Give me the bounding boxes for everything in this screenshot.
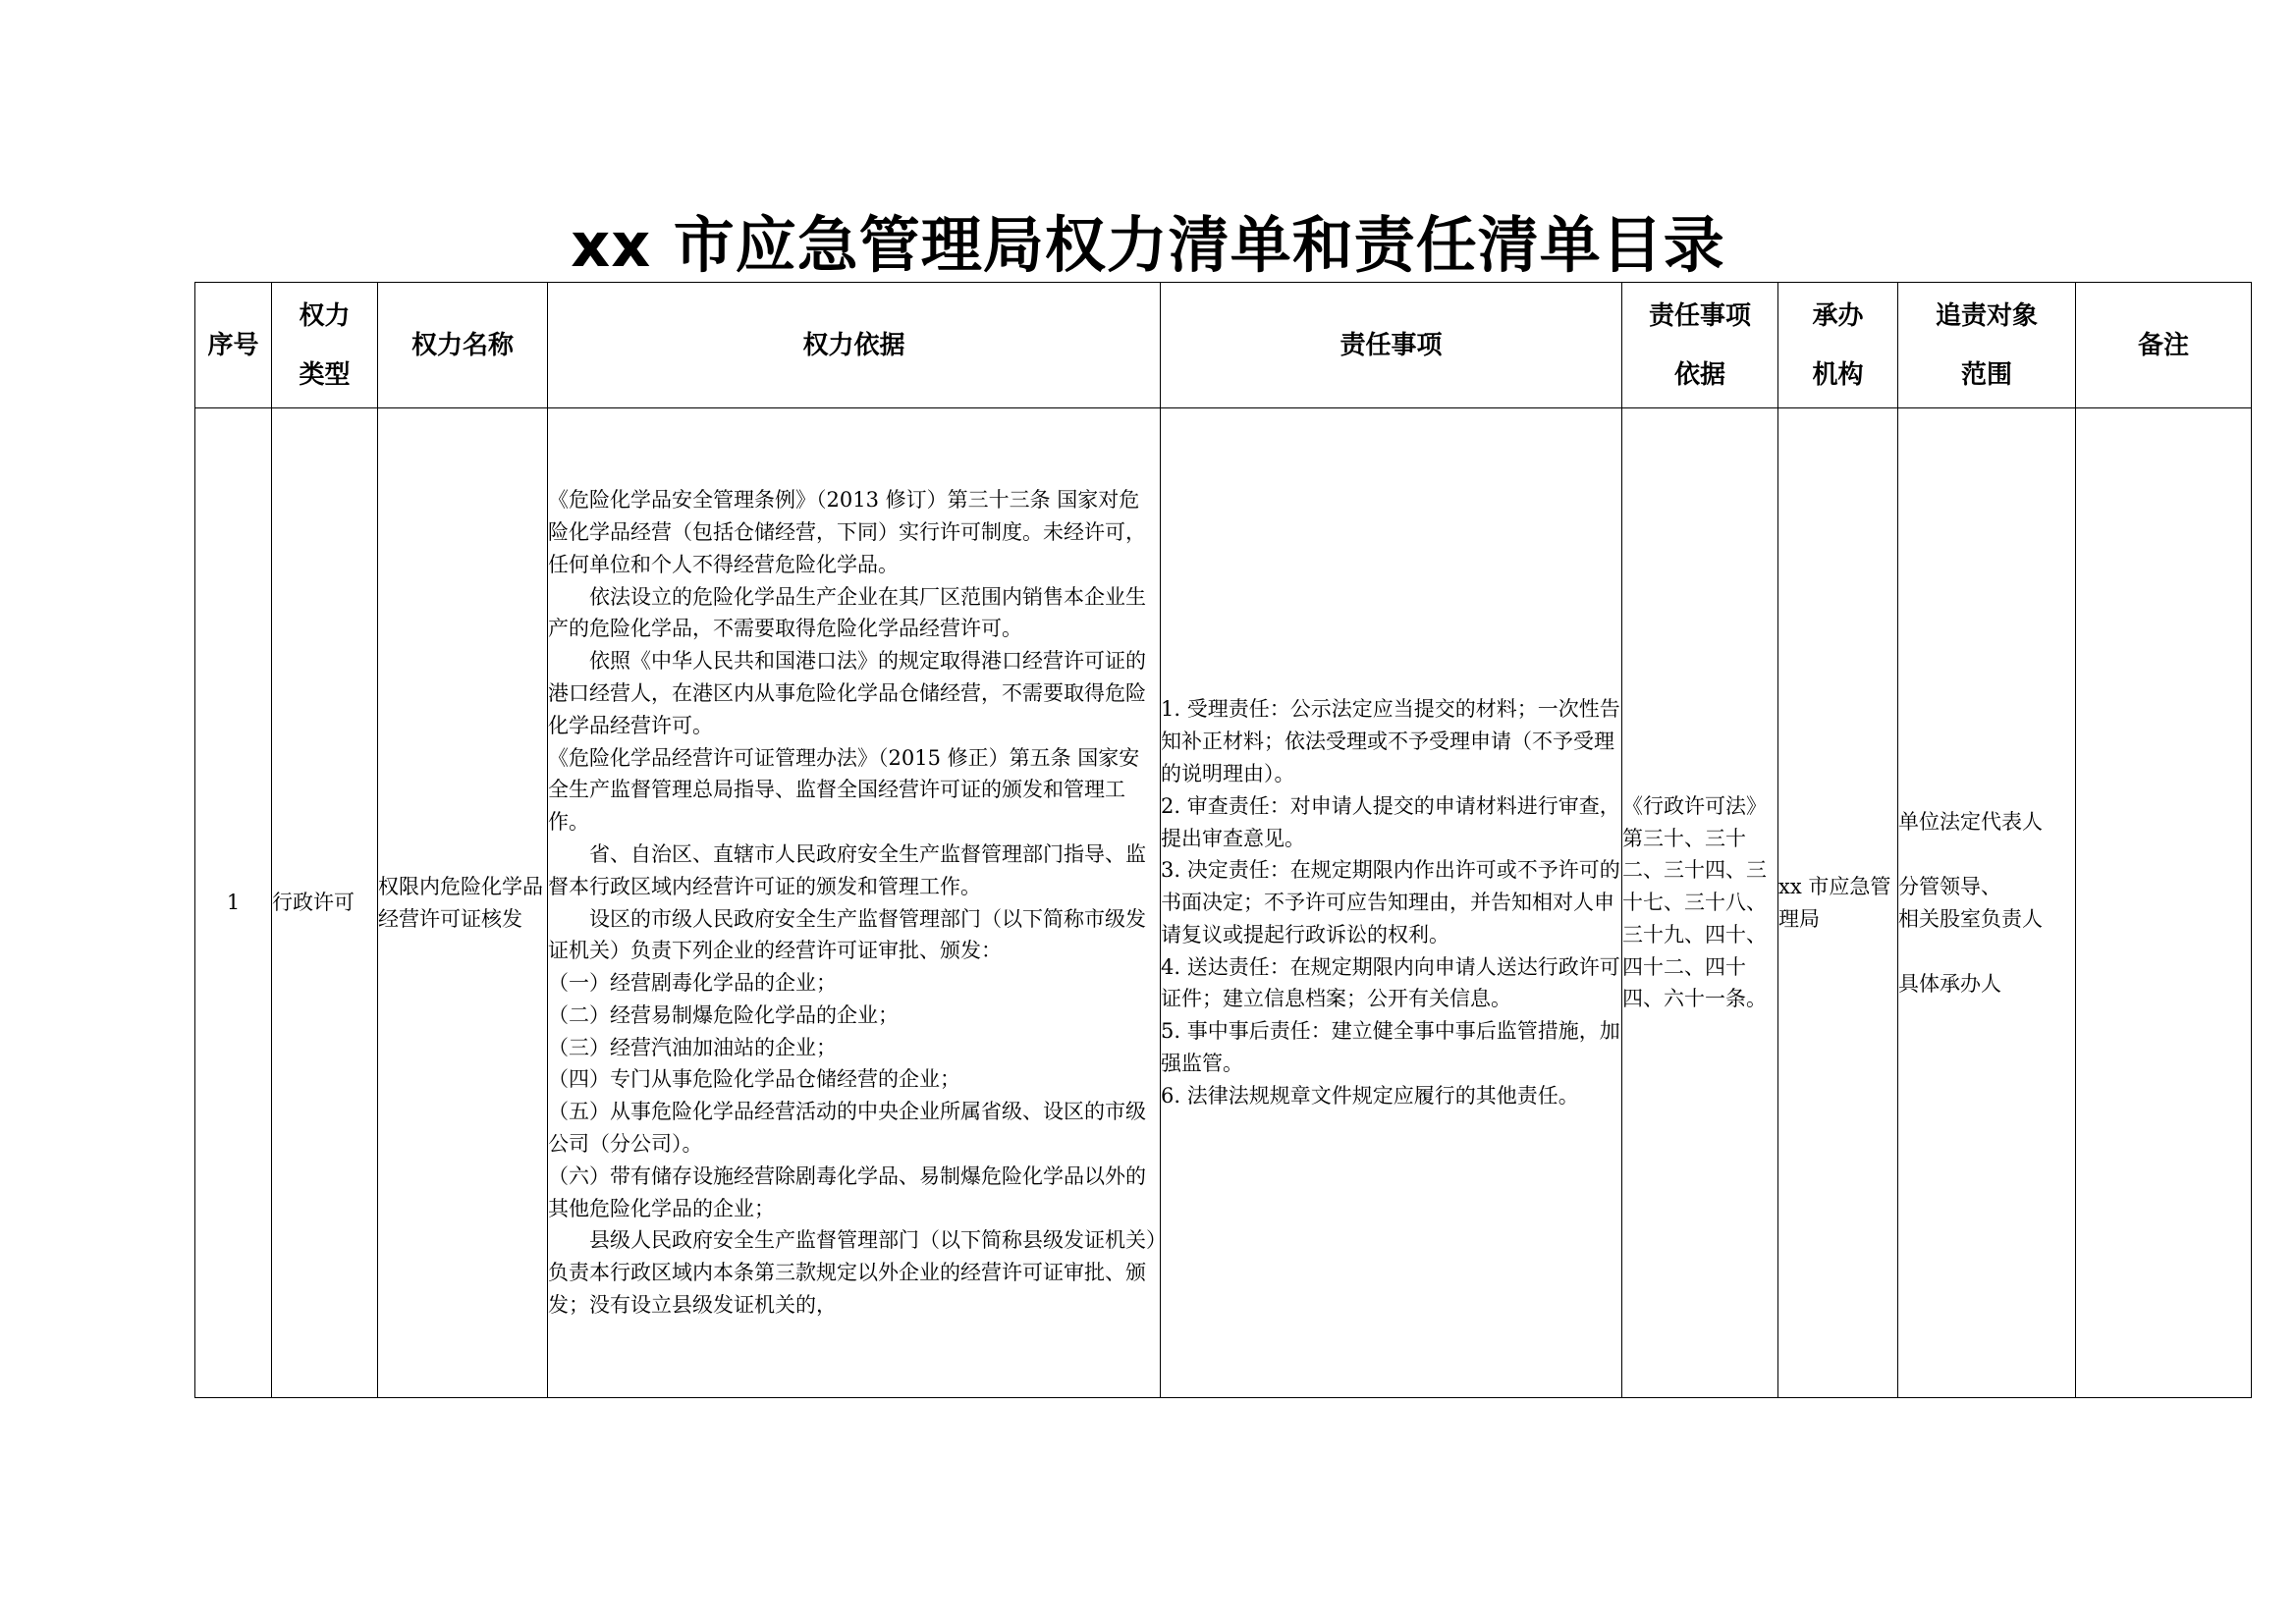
- cell-remarks: [2076, 408, 2252, 1398]
- cell-responsibility: [1161, 408, 1622, 1398]
- cell-target: [1898, 408, 2076, 1398]
- header-org-line2: 机构: [1812, 359, 1864, 390]
- header-target-line1: 追责对象: [1935, 300, 2038, 331]
- cell-resp-basis: 《行政许可法》第三十、三十二、三十四、三十七、三十八、三十九、四十、四十二、四十四、六十一条。: [1622, 408, 1778, 1398]
- document-title: xx 市应急管理局权力清单和责任清单目录: [571, 209, 1725, 281]
- basis-paragraph: （六）带有储存设施经营除剧毒化学品、易制爆危险化学品以外的其他危险化学品的企业；: [548, 1163, 1146, 1220]
- header-org-line1: 承办: [1812, 300, 1864, 331]
- basis-paragraph: 《危险化学品经营许可证管理办法》（2015 修正）第五条 国家安全生产监督管理总局指导、监督全国经营许可证的颁发和管理工作。: [548, 745, 1140, 835]
- cell-org: xx 市应急管理局: [1778, 408, 1898, 1398]
- header-power-type-line2: 类型: [299, 359, 351, 390]
- target-line: 相关股室负责人: [1898, 906, 2043, 931]
- header-power-name: 权力名称: [378, 283, 548, 408]
- basis-paragraph: 设区的市级人民政府安全生产监督管理部门（以下简称市级发证机关）负责下列企业的经营许可证审批、颁发：: [548, 906, 1146, 963]
- header-power-type: [272, 283, 378, 408]
- responsibility-item: 6. 法律法规规章文件规定应履行的其他责任。: [1161, 1083, 1579, 1108]
- basis-paragraph: 《危险化学品安全管理条例》（2013 修订）第三十三条 国家对危险化学品经营（包括仓储经营，下同）实行许可制度。未经许可，任何单位和个人不得经营危险化学品。: [548, 488, 1146, 576]
- header-resp-basis: [1622, 283, 1778, 408]
- table-row: [195, 408, 2252, 1398]
- responsibility-item: 4. 送达责任：在规定期限内向申请人送达行政许可证件；建立信息档案；公开有关信息。: [1161, 954, 1620, 1011]
- responsibility-item: 2. 审查责任：对申请人提交的申请材料进行审查，提出审查意见。: [1161, 793, 1620, 850]
- header-target-line2: 范围: [1960, 359, 2012, 390]
- responsibility-item: 3. 决定责任：在规定期限内作出许可或不予许可的书面决定；不予许可应告知理由，并告知相对人申请复议或提起行政诉讼的权利。: [1161, 858, 1620, 947]
- cell-power-name: 权限内危险化学品经营许可证核发: [378, 408, 548, 1398]
- power-responsibility-table: [194, 282, 2252, 1398]
- header-remarks: 备注: [2076, 283, 2252, 408]
- basis-paragraph: 县级人民政府安全生产监督管理部门（以下简称县级发证机关）负责本行政区域内本条第三款规定以外企业的经营许可证审批、颁发；没有设立县级发证机关的，: [548, 1228, 1157, 1318]
- cell-power-type: 行政许可: [272, 408, 378, 1398]
- header-responsibility: 责任事项: [1161, 283, 1622, 408]
- header-target: [1898, 283, 2076, 408]
- responsibility-item: 1. 受理责任：公示法定应当提交的材料；一次性告知补正材料；依法受理或不予受理申请（不予受理的说明理由）。: [1161, 697, 1620, 785]
- basis-paragraph: 省、自治区、直辖市人民政府安全生产监督管理部门指导、监督本行政区域内经营许可证的颁发和管理工作。: [548, 841, 1146, 898]
- basis-paragraph: （三）经营汽油加油站的企业；: [548, 1035, 837, 1059]
- target-line: 单位法定代表人: [1898, 809, 2043, 834]
- table-header-row: [195, 283, 2252, 408]
- header-resp-basis-line2: 依据: [1673, 359, 1725, 390]
- cell-power-basis: [548, 408, 1161, 1398]
- basis-paragraph: （二）经营易制爆危险化学品的企业；: [548, 1002, 899, 1027]
- target-line: 分管领导、: [1898, 874, 2001, 898]
- header-seq: 序号: [195, 283, 272, 408]
- cell-seq: 1: [195, 408, 272, 1398]
- basis-paragraph: 依法设立的危险化学品生产企业在其厂区范围内销售本企业生产的危险化学品，不需要取得危险化学品经营许可。: [548, 584, 1146, 641]
- header-power-basis: 权力依据: [548, 283, 1161, 408]
- header-power-type-line1: 权力: [299, 300, 351, 331]
- basis-paragraph: （五）从事危险化学品经营活动的中央企业所属省级、设区的市级公司（分公司）。: [548, 1100, 1146, 1157]
- header-org: [1778, 283, 1898, 408]
- target-line: 具体承办人: [1898, 971, 2001, 996]
- basis-paragraph: （一）经营剧毒化学品的企业；: [548, 971, 837, 996]
- basis-paragraph: （四）专门从事危险化学品仓储经营的企业；: [548, 1067, 960, 1092]
- responsibility-item: 5. 事中事后责任：建立健全事中事后监管措施，加强监管。: [1161, 1019, 1620, 1076]
- basis-paragraph: 依照《中华人民共和国港口法》的规定取得港口经营许可证的港口经营人，在港区内从事危险化学品仓储经营，不需要取得危险化学品经营许可。: [548, 649, 1146, 737]
- header-resp-basis-line1: 责任事项: [1648, 300, 1751, 331]
